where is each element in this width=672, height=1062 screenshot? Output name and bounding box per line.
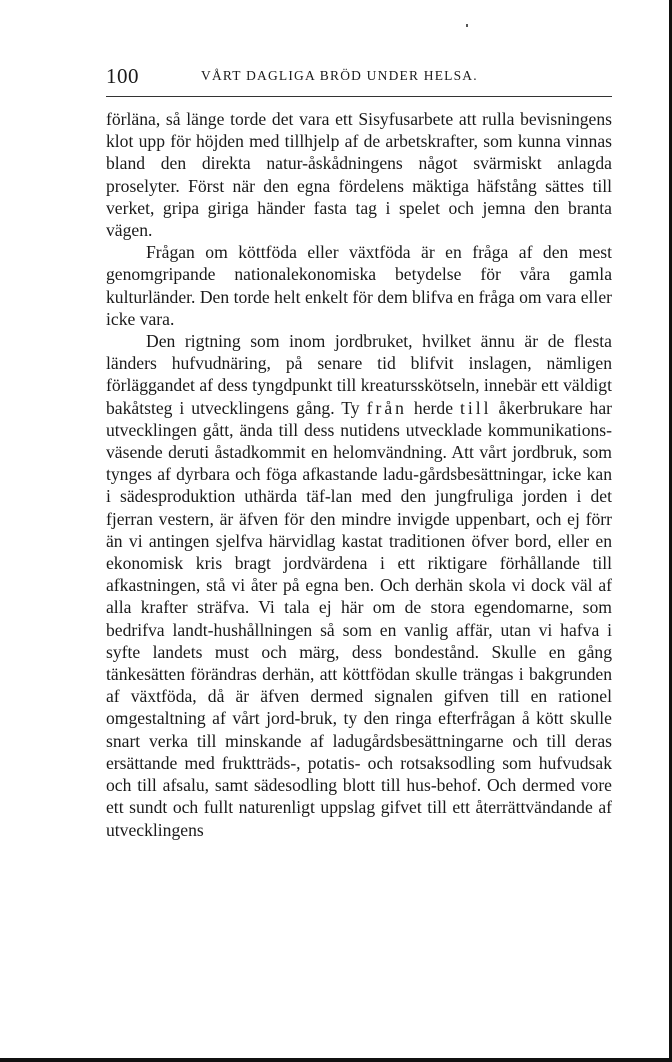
paragraph-1: förläna, så länge torde det vara ett Sisyfusarbete att rulla bevisningens klot upp för höjden med tillhjelp af de arbetskrafter, som kunna vinnas bland den direkta natur-åskådningens något svärmiskt anlagda proselyter. Först när den egna fördelens mäktiga häfstång sättes till verket, gripa giriga händer fasta tag i spelet och jemna den branta vägen. [106, 109, 612, 241]
paragraph-2: Frågan om köttföda eller växtföda är en fråga af den mest genomgripande nationalekonomiska betydelse för våra gamla kulturländer. Den torde helt enkelt för dem blifva en fråga om vara eller icke vara. [106, 242, 612, 329]
page-header [106, 58, 612, 98]
print-speck [466, 24, 468, 27]
scan-edge-bottom [0, 1058, 672, 1062]
body-text [106, 108, 612, 841]
emphasis-till: till [460, 397, 492, 418]
emphasis-fran: från [366, 397, 407, 418]
paragraph-3-part-2: herde [406, 397, 460, 418]
paragraph-3 [106, 330, 612, 841]
paragraph-3-part-3: åkerbrukare har utvecklingen gått, ända till dess nutidens utvecklade kommunikations-väsende deruti åstadkommit en helomvändning. Att vårt jordbruk, som tynges af dyrbara och föga afkastande ladu-gårdsbesättningar, icke kan i sädesproduktion uthärda täf-lan med den jungfruliga jorden i det fjerran vestern, är äfven för den mindre invigde uppenbart, och ej förr än vi antingen sjelfva härvidlag kastat traditionen öfver bord, eller en ekonomisk kris bragt jordvärdena i ett riktigare förhållande till afkastningen, stå vi åter på egna ben. Och derhän skola vi dock väl af alla krafter sträfva. Vi tala ej här om de stora egendomarne, som bedrifva landt-hushållningen så som en vanlig affär, utan vi hafva i syfte landets must och märg, dess bondestånd. Skulle en gång tänkesätten förändras derhän, att köttfödan skulle trängas i bakgrunden af växtföda, då är äfven dermed signalen gifven till en rationel omgestaltning af vårt jord-bruk, ty den ringa efterfrågan å kött skulle snart verka till minskande af ladugårdsbesättningarne och till deras ersättande med fruktträds-, potatis- och rotsaksodling som hufvudsak och till afsalu, samt sädesodling blott till hus-behof. Och dermed vore ett sundt och fullt naturenligt uppslag gifvet till ett återrättvändande af utvecklingens [106, 397, 613, 840]
page-number: 100 [106, 64, 139, 88]
paragraph-3-part-1: Den rigtning som inom jordbruket, hvilket ännu är de flesta länders hufvudnäring, på senare tid blifvit inslagen, nämligen förläggandet af dess tyngdpunkt till kreatursskötseln, innebär ett väldigt bakåtsteg i utvecklingens gång. Ty [106, 331, 612, 418]
running-title: VÅRT DAGLIGA BRÖD UNDER HELSA. [201, 68, 478, 83]
header-rule [106, 96, 612, 97]
